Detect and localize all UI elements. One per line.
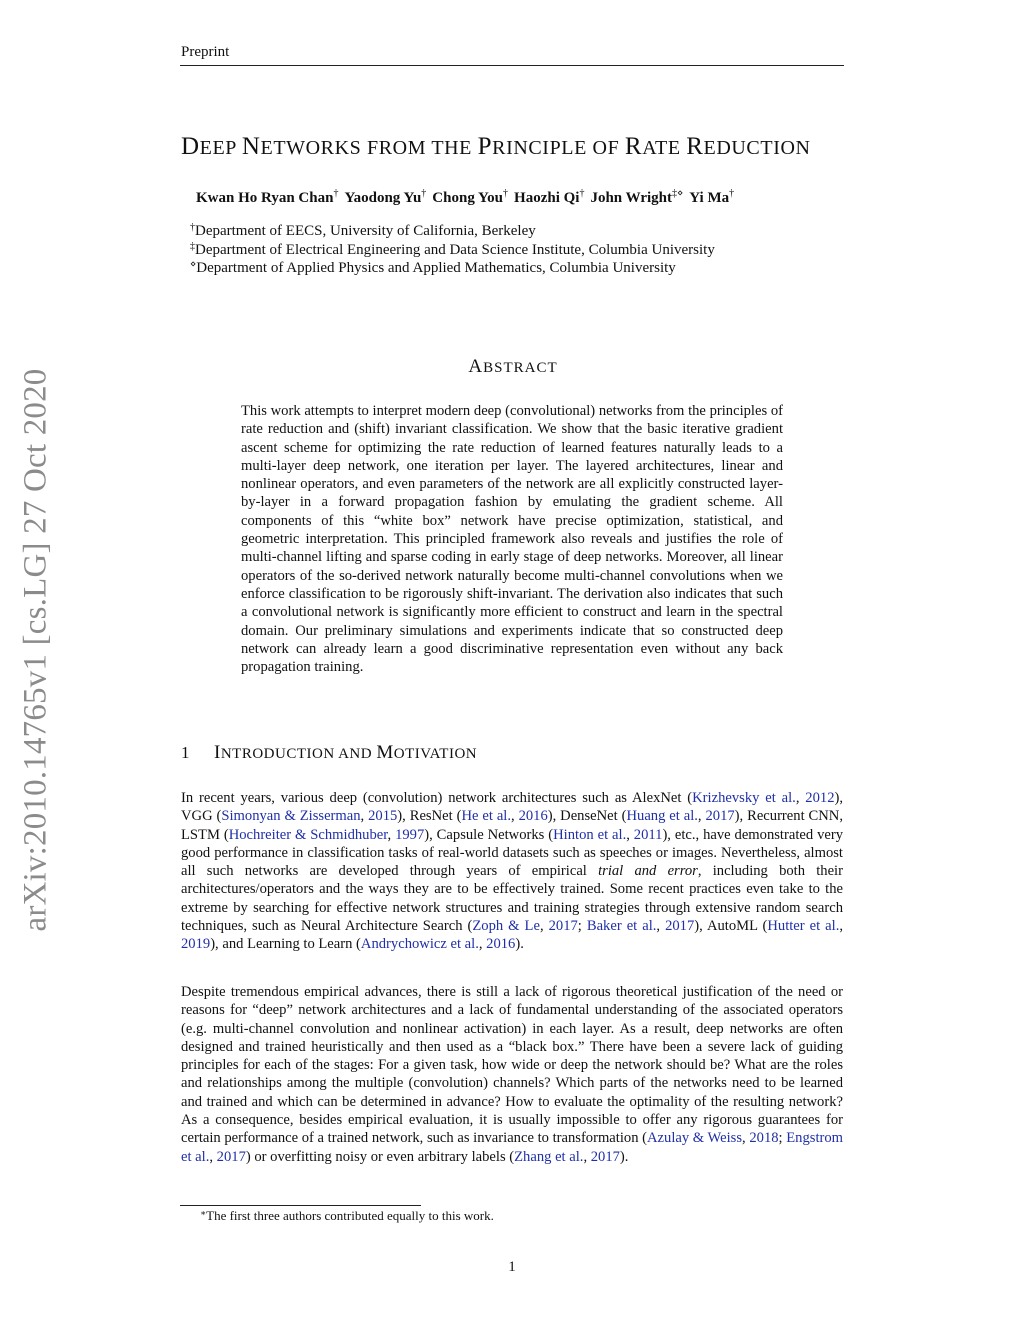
body-text: ), DenseNet ( xyxy=(547,808,627,825)
body-text: , xyxy=(511,808,519,825)
citation-link[interactable]: Hutter et al. xyxy=(767,918,840,935)
body-text: , xyxy=(742,1130,750,1147)
body-text: ). xyxy=(515,936,524,953)
heading-capital: D xyxy=(181,133,200,160)
citation-link[interactable]: 2012 xyxy=(805,790,835,806)
citation-link[interactable]: 2019 xyxy=(181,936,211,953)
body-text: , xyxy=(360,808,369,825)
body-text: ), etc., have demonstrated very good performance in classification tasks of real-world datasets such as speeches or images. Nevertheless, almost all such networks are developed through years of empirical xyxy=(181,826,843,880)
intro-paragraph-2 xyxy=(181,983,843,1166)
body-text: , xyxy=(478,936,487,953)
citation-link[interactable]: Zhang et al. xyxy=(514,1148,584,1165)
body-text: ), Capsule Networks ( xyxy=(424,826,554,843)
body-text: ), and Learning to Learn ( xyxy=(210,936,361,953)
heading-smallcaps: NTRODUCTION AND xyxy=(220,746,377,762)
body-text: , xyxy=(839,918,844,935)
citation-link[interactable]: Huang et al. xyxy=(626,808,698,825)
heading-smallcaps: OTIVATION xyxy=(393,746,478,762)
footnote-rule xyxy=(180,1205,421,1206)
body-text: , xyxy=(387,826,396,843)
heading-smallcaps: EEP xyxy=(199,137,242,159)
author: Haozhi Qi† xyxy=(514,188,585,206)
affiliation-berkeley: †Department of EECS, University of California, Berkeley xyxy=(190,222,536,239)
citation-link[interactable]: Hinton et al. xyxy=(553,826,627,843)
citation-link[interactable]: 2017 xyxy=(705,808,735,825)
body-text: ), VGG ( xyxy=(181,790,843,825)
running-header: Preprint xyxy=(181,44,230,60)
intro-paragraph-1 xyxy=(181,789,843,954)
body-text: , xyxy=(539,918,549,935)
affiliation-columbia-ee: ‡Department of Electrical Engineering and Data Science Institute, Columbia University xyxy=(190,241,715,258)
citation-link[interactable]: Engstrom et al. xyxy=(181,1130,844,1165)
citation-link[interactable]: 2017 xyxy=(665,918,695,935)
abstract-heading: ABSTRACT xyxy=(468,356,558,377)
citation-link[interactable]: Krizhevsky et al. xyxy=(692,790,796,806)
heading-capital: N xyxy=(241,133,261,160)
body-text: , xyxy=(697,808,706,825)
citation-link[interactable]: 2011 xyxy=(633,826,663,843)
affiliation-columbia-apam: ⋄Department of Applied Physics and Applied Mathematics, Columbia University xyxy=(190,259,676,276)
body-text: ), ResNet ( xyxy=(397,808,462,825)
body-text: , xyxy=(656,918,666,935)
citation-link[interactable]: Simonyan & Zisserman xyxy=(221,808,361,825)
body-text: , xyxy=(626,826,634,843)
body-text: ). xyxy=(619,1148,629,1165)
citation-link[interactable]: 2016 xyxy=(518,808,548,825)
author: John Wright‡⋄ xyxy=(590,188,684,206)
section-heading-introduction: 1 INTRODUCTION AND MOTIVATION xyxy=(181,742,478,763)
heading-capital: R xyxy=(624,133,643,160)
body-text: ) or overfitting noisy or even arbitrary labels ( xyxy=(245,1148,515,1165)
citation-link[interactable]: He et al. xyxy=(461,808,511,825)
heading-smallcaps: ATE xyxy=(642,137,687,159)
body-text: ), Recurrent CNN, LSTM ( xyxy=(181,808,843,843)
citation-link[interactable]: Zoph & Le xyxy=(472,918,540,935)
body-text: ; xyxy=(778,1130,787,1147)
footnote: ∗The first three authors contributed equally to this work. xyxy=(200,1208,494,1223)
body-text: , xyxy=(583,1148,591,1165)
body-text: ), AutoML ( xyxy=(694,918,768,935)
citation-link[interactable]: 2016 xyxy=(486,936,516,953)
citation-link[interactable]: 2017 xyxy=(216,1148,246,1165)
heading-capital: M xyxy=(376,742,394,763)
author: Yi Ma† xyxy=(689,188,735,206)
heading-smallcaps: RINCIPLE OF xyxy=(492,137,625,159)
arxiv-id: arXiv:2010.14765v1 [cs.LG] 27 Oct 2020 xyxy=(17,368,54,932)
body-text: , xyxy=(795,790,806,806)
citation-link[interactable]: 2017 xyxy=(548,918,578,935)
abstract-text: This work attempts to interpret modern deep (convolutional) networks from the principles of rate reduction and (shift) invariant classification. We show that the basic iterative gradient ascent scheme for optimizing the rate reduction of learned features naturally leads to a multi-layer deep network, one iteration per layer. The layered architectures, linear and nonlinear operators, and even parameters of the network are all explicitly constructed layer-by-layer in a forward propagation fashion by emulating the gradient scheme. All components of this “white box” network have precise optimization, statistical, and geometric interpretation. This principled framework also reveals and justifies the role of multi-channel lifting and sparse coding in early stage of deep networks. Moreover, all linear operators of the so-derived network naturally become multi-channel convolutions when we enforce classification to be rigorously shift-invariant. The derivation also indicates that such a convolutional network is significantly more efficient to construct and learn in the spectral domain. Our preliminary simulations and experiments indicate that so constructed deep network can already learn a good discriminative representation even without any back propagation training. xyxy=(241,403,783,676)
author-list xyxy=(196,188,740,207)
citation-link[interactable]: 2017 xyxy=(590,1148,620,1165)
author: Yaodong Yu† xyxy=(344,188,427,206)
author: Kwan Ho Ryan Chan† xyxy=(196,188,339,206)
heading-capital: R xyxy=(686,133,704,160)
heading-smallcaps: ETWORKS FROM THE xyxy=(260,137,478,159)
page-number: 1 xyxy=(508,1259,516,1275)
citation-link[interactable]: Baker et al. xyxy=(586,918,657,935)
body-text: , xyxy=(209,1148,217,1165)
body-text: In recent years, various deep (convolution) network architectures such as AlexNet ( xyxy=(181,790,693,806)
heading-capital: P xyxy=(477,133,493,160)
author: Chong You† xyxy=(432,188,509,206)
body-text: Despite tremendous empirical advances, there is still a lack of rigorous theoretical justification of the need or reasons for “deep” network architectures and a lack of fundamental understanding of the associated operators (e.g. multi-channel convolution and nonlinear activation) in each layer. As a result, deep networks are often designed and trained heuristically and then used as a “black box.” There have been a severe lack of guiding principles for each of the stages: For a given task, how wide or deep the network should be? What are the roles and relationships among the multiple (convolution) channels? Which parts of the networks need to be learned and trained and which can be determined in advance? How to evaluate the optimality of the resulting network? As a consequence, besides empirical evaluation, it is usually impossible to offer any rigorous guarantees for certain performance of a trained network, such as invariance to transformation ( xyxy=(181,984,843,1147)
arxiv-stamp xyxy=(0,355,72,945)
header-rule xyxy=(180,65,844,66)
heading-smallcaps: EDUCTION xyxy=(703,137,811,159)
paper-title xyxy=(181,133,811,161)
citation-link[interactable]: 1997 xyxy=(395,826,425,843)
body-text: trial and error xyxy=(598,863,698,880)
body-text: , including both their architectures/operators and the ways they are to be effectively trained. Some recent practices even take to the extreme by searching for effective network structures and training strategies through extensive random search techniques, such as Neural Architecture Search ( xyxy=(181,863,843,935)
body-text: ; xyxy=(577,918,587,935)
citation-link[interactable]: Azulay & Weiss xyxy=(647,1130,743,1147)
citation-link[interactable]: 2015 xyxy=(368,808,398,825)
citation-link[interactable]: 2018 xyxy=(749,1130,779,1147)
citation-link[interactable]: Hochreiter & Schmidhuber xyxy=(228,826,388,843)
citation-link[interactable]: Andrychowicz et al. xyxy=(360,936,479,953)
heading-capital: I xyxy=(214,742,221,763)
